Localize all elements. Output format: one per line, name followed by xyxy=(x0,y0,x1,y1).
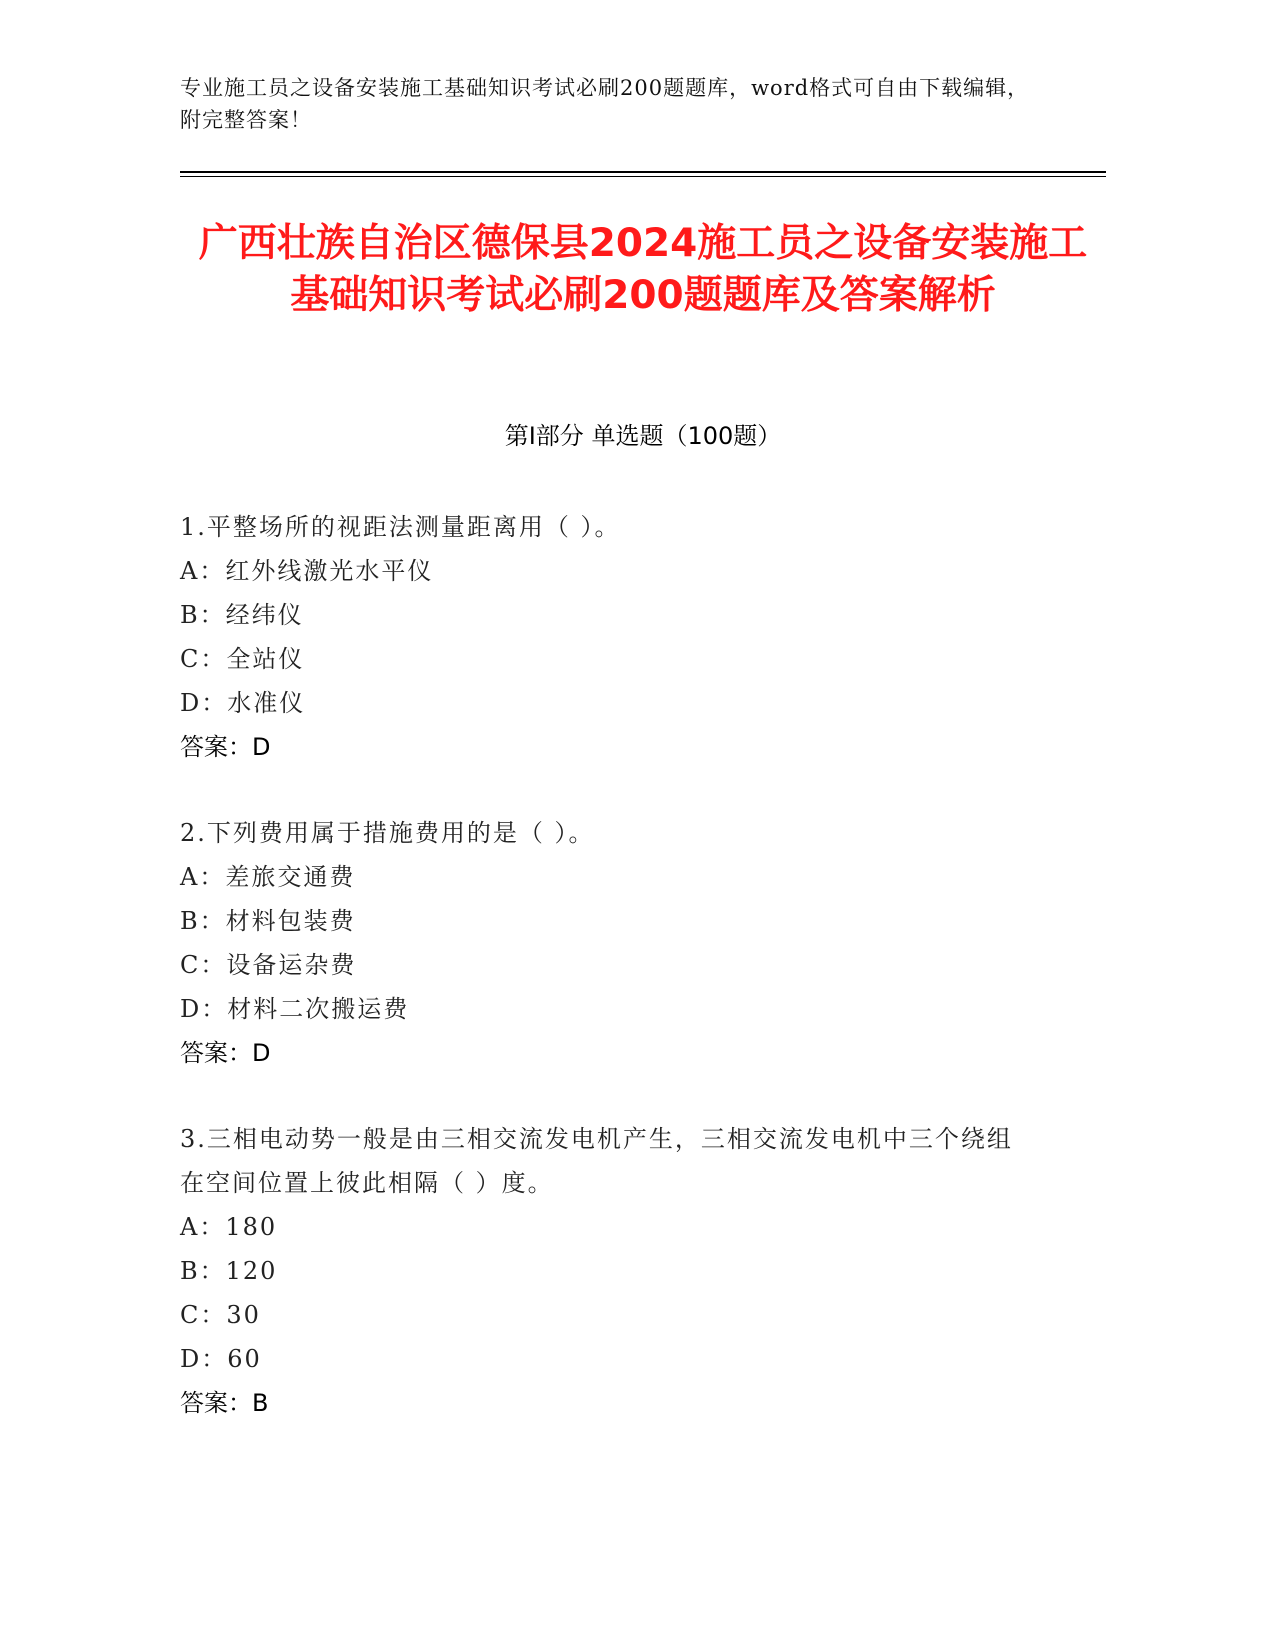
option-b: B：材料包装费 xyxy=(180,907,356,935)
question-answer: 答案：B xyxy=(180,1389,269,1417)
option-a: A：差旅交通费 xyxy=(180,863,356,891)
question-2 xyxy=(180,811,1030,1075)
question-list xyxy=(180,505,1030,1425)
option-a: A：180 xyxy=(180,1213,278,1241)
option-b: B：经纬仪 xyxy=(180,601,304,629)
option-b: B：120 xyxy=(180,1257,278,1285)
option-d: D：60 xyxy=(180,1345,262,1373)
option-c: C：30 xyxy=(180,1301,261,1329)
option-d: D：材料二次搬运费 xyxy=(180,995,410,1023)
section-title: 第I部分 单选题（100题） xyxy=(504,422,782,450)
question-answer: 答案：D xyxy=(180,1039,271,1067)
header-divider-thick xyxy=(180,171,1106,173)
question-stem: 1.平整场所的视距法测量距离用（ ）。 xyxy=(180,513,621,541)
option-c: C：全站仪 xyxy=(180,645,305,673)
header-divider-thin xyxy=(180,176,1106,177)
option-a: A：红外线激光水平仪 xyxy=(180,557,434,585)
question-stem: 3.三相电动势一般是由三相交流发电机产生，三相交流发电机中三个绕组在空间位置上彼此相隔（ ）度。 xyxy=(180,1125,1013,1197)
question-1 xyxy=(180,505,1030,769)
option-d: D：水准仪 xyxy=(180,689,306,717)
document-title: 广西壮族自治区德保县2024施工员之设备安装施工基础知识考试必刷200题题库及答案解析 xyxy=(198,221,1088,318)
question-answer: 答案：D xyxy=(180,733,271,761)
header-note: 专业施工员之设备安装施工基础知识考试必刷200题题库，word格式可自由下载编辑，附完整答案！ xyxy=(180,76,1030,132)
option-c: C：设备运杂费 xyxy=(180,951,357,979)
question-3 xyxy=(180,1117,1030,1425)
question-stem: 2.下列费用属于措施费用的是（ ）。 xyxy=(180,819,595,847)
